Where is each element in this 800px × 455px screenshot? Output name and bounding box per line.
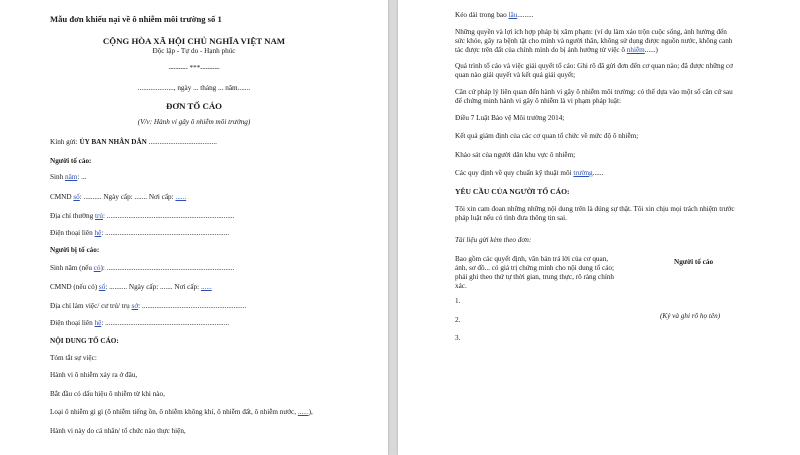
header-separator: -------- ***-------- [168, 64, 220, 72]
accuser-phone-line: Điện thoại liên hệ: ..................................................................... [50, 229, 230, 237]
content-summary-label: Tóm tắt sự việc: [50, 354, 97, 362]
attachments-heading: Tài liệu gửi kèm theo đơn: [455, 236, 532, 244]
legal-item: Khảo sát của người dân khu vực ô nhiễm; [455, 151, 576, 159]
request-heading: YÊU CẦU CỦA NGƯỜI TỐ CÁO: [455, 187, 570, 196]
document-page-right [398, 0, 800, 455]
attachments-text: Bao gồm các quyết định, văn bản trả lời của cơ quan, [455, 255, 609, 263]
accused-id-link[interactable]: số [98, 283, 106, 291]
pollution-type-link[interactable]: ...... [297, 408, 309, 416]
attachment-item-2: 2. [455, 316, 461, 324]
accuser-id-line: CMND số: .......... Ngày cấp: ....... Nơi cấp: ...... [50, 193, 187, 201]
accused-birth-link[interactable]: có [93, 264, 101, 272]
accuser-phone-link[interactable]: hệ [94, 229, 102, 237]
accuser-address-link[interactable]: trú [95, 212, 104, 220]
accused-address-link[interactable]: sở [131, 302, 139, 310]
recipient-line: Kính gửi: ỦY BAN NHÂN DÂN ...................................... [50, 138, 217, 146]
accused-phone-line: Điện thoại liên hệ: ..................................................................... [50, 319, 230, 327]
accused-phone-link[interactable]: hệ [94, 319, 102, 327]
nation-header: CỘNG HÒA XÃ HỘI CHỦ NGHĨA VIỆT NAM [102, 36, 286, 46]
accused-heading: Người bị tố cáo: [50, 246, 100, 254]
rights-text: Những quyền và lợi ích hợp pháp bị xâm phạm: (ví dụ làm xáo trộn cuộc sống, ảnh hưởng đến [455, 28, 727, 36]
request-text: Tôi xin cam đoan những những nội dung trên là đúng sự thật. Tôi xin chịu mọi trách nhiệm trước [455, 205, 735, 213]
attachments-text: ảnh, sơ đồ... có giá trị chứng minh cho nội dung tố cáo; [455, 264, 615, 272]
form-title: ĐƠN TỐ CÁO [165, 101, 223, 111]
legal-basis-text: Căn cứ pháp lý liên quan đến hành vi gây ô nhiễm môi trường: có thể dựa vào một số căn cứ sau [455, 88, 733, 96]
signer-title: Người tố cáo [674, 258, 714, 266]
accuser-place-link[interactable]: ...... [175, 193, 187, 201]
accuser-id-link[interactable]: số [73, 193, 80, 201]
content-heading: NỘI DUNG TỐ CÁO: [50, 337, 119, 345]
legal-item: Các quy định về quy chuẩn kỹ thuật môi trường...... [455, 169, 604, 177]
content-item: Hành vi này do cá nhân/ tổ chức nào thực hiện, [50, 427, 186, 435]
attachment-item-3: 3. [455, 334, 461, 342]
form-subject: (V/v: Hành vi gây ô nhiễm môi trường) [137, 118, 251, 126]
accuser-heading: Người tố cáo: [50, 157, 92, 165]
accuser-birth-link[interactable]: năm [64, 173, 78, 181]
request-text: pháp luật nếu có tình đưa thông tin sai. [455, 214, 567, 222]
duration-line: Kéo dài trong bao lâu......... [455, 11, 534, 19]
accused-place-link[interactable]: ...... [200, 283, 212, 291]
duration-link[interactable]: lâu [508, 11, 518, 19]
accuser-birth-line: Sinh năm: ... [50, 173, 87, 181]
nation-motto: Độc lập - Tự do - Hạnh phúc [152, 47, 236, 55]
legal-basis-text: để chứng minh hành vi gây ô nhiễm là vi phạm pháp luật: [455, 97, 621, 105]
legal-standard-link[interactable]: trường [573, 169, 593, 177]
accuser-address-line: Địa chỉ thường trú: ....................................................................... [50, 212, 235, 220]
attachments-text: phải ghi theo thứ tự thời gian, trung thực, rõ ràng chính [455, 273, 615, 281]
signer-note: (Ký và ghi rõ họ tên) [660, 312, 721, 320]
content-item: Hành vi ô nhiễm xảy ra ở đâu, [50, 371, 138, 379]
rights-text: tác được trên đất của chính mình do bị ảnh hưởng từ việc ô nhiễm......) [455, 46, 658, 54]
document-page-left [0, 0, 388, 455]
accused-id-line: CMND (nếu có) số: .......... Ngày cấp: ....... Nơi cấp: ...... [50, 283, 212, 291]
rights-link[interactable]: nhiễm [626, 46, 645, 54]
legal-item: Điều 7 Luật Bảo vệ Môi trường 2014; [455, 114, 565, 122]
process-text: quan nào giải quyết và kết quả giải quyết; [455, 71, 576, 79]
legal-item: Kết quả giám định của các cơ quan tổ chức về mức độ ô nhiễm; [455, 132, 639, 140]
rights-text: sức khỏe, gây ra bệnh tật cho mình và người thân, không sử dụng được nguồn nước, không canh [455, 37, 733, 45]
attachments-text: xác. [455, 282, 467, 290]
attachment-item-1: 1. [455, 297, 461, 305]
content-item: Loại ô nhiễm gì gì (ô nhiễm tiếng ồn, ô nhiễm không khí, ô nhiễm đất, ô nhiễm nước, ......), [50, 408, 313, 416]
document-title: Mẫu đơn khiếu nại về ô nhiễm môi trường số 1 [50, 14, 222, 24]
accused-address-line: Địa chỉ làm việc/ cư trú/ trụ sở: .......................................................... [50, 302, 247, 310]
date-line: ...................., ngày ... tháng ... năm....... [137, 84, 251, 92]
content-item: Bắt đầu có dấu hiệu ô nhiễm từ khi nào, [50, 390, 165, 398]
accused-birth-line: Sinh năm (nếu có): ....................................................................... [50, 264, 235, 272]
process-text: Quá trình tố cáo và việc giải quyết tố cáo: Ghi rõ đã gửi đơn đến cơ quan nào; đã được những cơ [455, 62, 733, 70]
recipient-name: ỦY BAN NHÂN DÂN [79, 138, 147, 146]
